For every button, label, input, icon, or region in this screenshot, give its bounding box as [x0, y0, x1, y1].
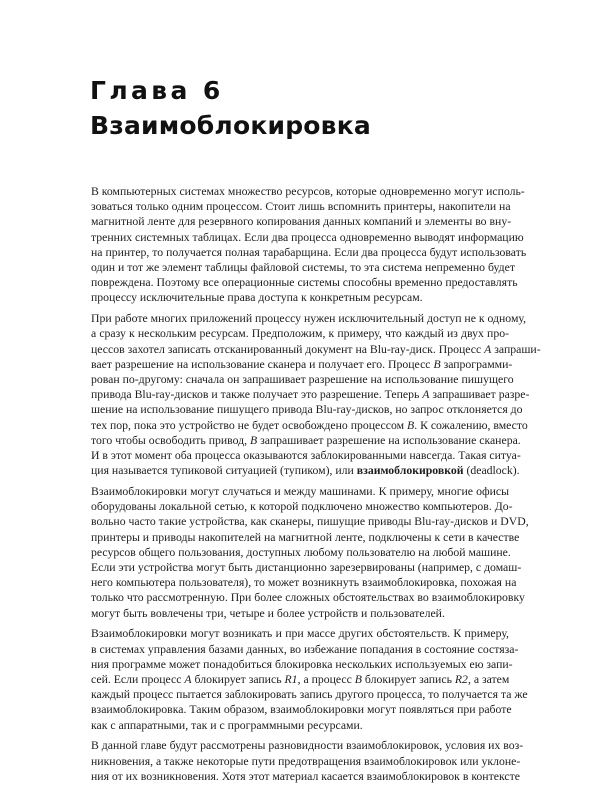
italic-term: B — [433, 357, 441, 371]
chapter-title: Взаимоблокировка — [90, 111, 371, 140]
text-line: могут быть вовлечены три, четыре и более устройств и пользователей. — [91, 606, 445, 620]
text-line: И в этот момент оба процесса оказываются заблокированными навсегда. Такая ситуа- — [91, 449, 521, 463]
paragraph — [91, 626, 528, 732]
text-line: Взаимоблокировки могут случаться и между машинами. К примеру, многие офисы — [91, 485, 509, 499]
text-line: ния программе может понадобиться блокировка нескольких используемых ею запи- — [91, 657, 513, 671]
text-line: него компьютера пользователя), то может возникнуть взаимоблокировка, похожая на — [91, 576, 517, 590]
italic-term: R1 — [284, 673, 298, 687]
italic-term: A — [422, 388, 430, 402]
text-line: один и тот же элемент таблицы файловой системы, то эта система непременно будет — [91, 261, 515, 275]
text-line: ресурсов общего пользования, доступных любому пользователю на любой машине. — [91, 545, 511, 559]
italic-term: A — [184, 673, 192, 687]
text-line: В данной главе будут рассмотрены разновидности взаимоблокировок, условия их воз- — [91, 739, 524, 753]
text-line: зоваться только одним процессом. Стоит лишь вспомнить принтеры, накопители на — [91, 200, 511, 214]
text-line: ция называется тупиковой ситуацией (тупиком), или взаимоблокировкой (deadlock). — [91, 464, 520, 478]
text-line: того чтобы освободить привод, B запрашивает разрешение на использование сканера. — [91, 433, 521, 447]
text-line: на принтер, то получается полная тарабарщина. Если два процесса будут использовать — [91, 245, 527, 259]
text-line: вольно часто такие устройства, как сканеры, пишущие приводы Blu-ray-дисков и DVD, — [91, 515, 529, 529]
italic-term: R2 — [454, 673, 468, 687]
italic-term: A — [484, 342, 492, 356]
chapter-number: Глава 6 — [90, 76, 224, 105]
text-line: шение на использование пишущего привода Blu-ray-дисков, но запрос отклоняется до — [91, 403, 523, 417]
text-line: При работе многих приложений процессу нужен исключительный доступ не к одному, — [91, 312, 527, 326]
text-line: В компьютерных системах множество ресурсов, которые одновременно могут исполь- — [91, 185, 525, 198]
text-line: в системах управления базами данных, во избежание попадания в состояние состяза- — [91, 642, 519, 656]
italic-term: B — [407, 418, 415, 432]
italic-term: B — [354, 673, 362, 687]
paragraph — [91, 311, 541, 478]
text-line: каждый процесс пытается заблокировать запись другого процесса, то получается та же — [91, 688, 528, 702]
text-line: никновения, а также некоторые пути предотвращения взаимоблокировок или уклоне- — [91, 754, 521, 768]
italic-term: B — [250, 433, 258, 447]
text-line: привода Blu-ray-дисков и также получает это разрешение. Теперь A запрашивает разре- — [91, 388, 530, 402]
text-line: тренних системных таблицах. Если два процесса одновременно выводят информацию — [91, 230, 524, 244]
chapter-heading — [90, 76, 530, 141]
text-line: ния от их возникновения. Хотя этот материал касается взаимоблокировок в контексте — [91, 769, 520, 783]
text-line: сей. Если процесс A блокирует запись R1, а процесс B блокирует запись R2, а затем — [91, 673, 510, 687]
text-line: процессу исключительные права доступа к конкретным ресурсам. — [91, 291, 423, 305]
text-line: оборудованы локальной сетью, к которой подключено множество компьютеров. До- — [91, 500, 513, 514]
bold-term: взаимоблокировкой — [356, 464, 464, 478]
text-line: как с аппаратными, так и с программными ресурсами. — [91, 718, 363, 732]
text-line: а сразу к нескольким ресурсам. Предположим, к примеру, что каждый из двух про- — [91, 327, 509, 341]
text-line: вает разрешение на использование сканера и получает его. Процесс B запрограмми- — [91, 357, 513, 371]
paragraph — [91, 484, 529, 621]
paragraph — [91, 184, 527, 306]
text-line: взаимоблокировка. Таким образом, взаимоблокировки могут появляться при работе — [91, 703, 512, 717]
body-text — [91, 184, 541, 790]
text-line: цессов захотел записать отсканированный документ на Blu-ray-диск. Процесс A запраши- — [91, 342, 541, 356]
text-line: Если эти устройства могут быть дистанционно зарезервированы (например, с домаш- — [91, 561, 522, 575]
paragraph — [91, 738, 524, 784]
text-line: рован по-другому: сначала он запрашивает разрешение на использование пишущего — [91, 373, 514, 387]
text-line: только что рассмотренную. При более сложных обстоятельствах во взаимоблокировку — [91, 591, 525, 605]
text-line: Взаимоблокировки могут возникать и при массе других обстоятельств. К примеру, — [91, 627, 509, 641]
text-line: магнитной ленте для резервного копирования данных компаний и элементы во вну- — [91, 215, 512, 229]
text-line: принтеры и приводы накопителей на магнитной ленте, подключены к сети в качестве — [91, 530, 520, 544]
text-line: повреждена. Поэтому все операционные системы способны временно предоставлять — [91, 276, 518, 290]
text-line: тех пор, пока это устройство не будет освобождено процессом B. К сожалению, вместо — [91, 418, 528, 432]
